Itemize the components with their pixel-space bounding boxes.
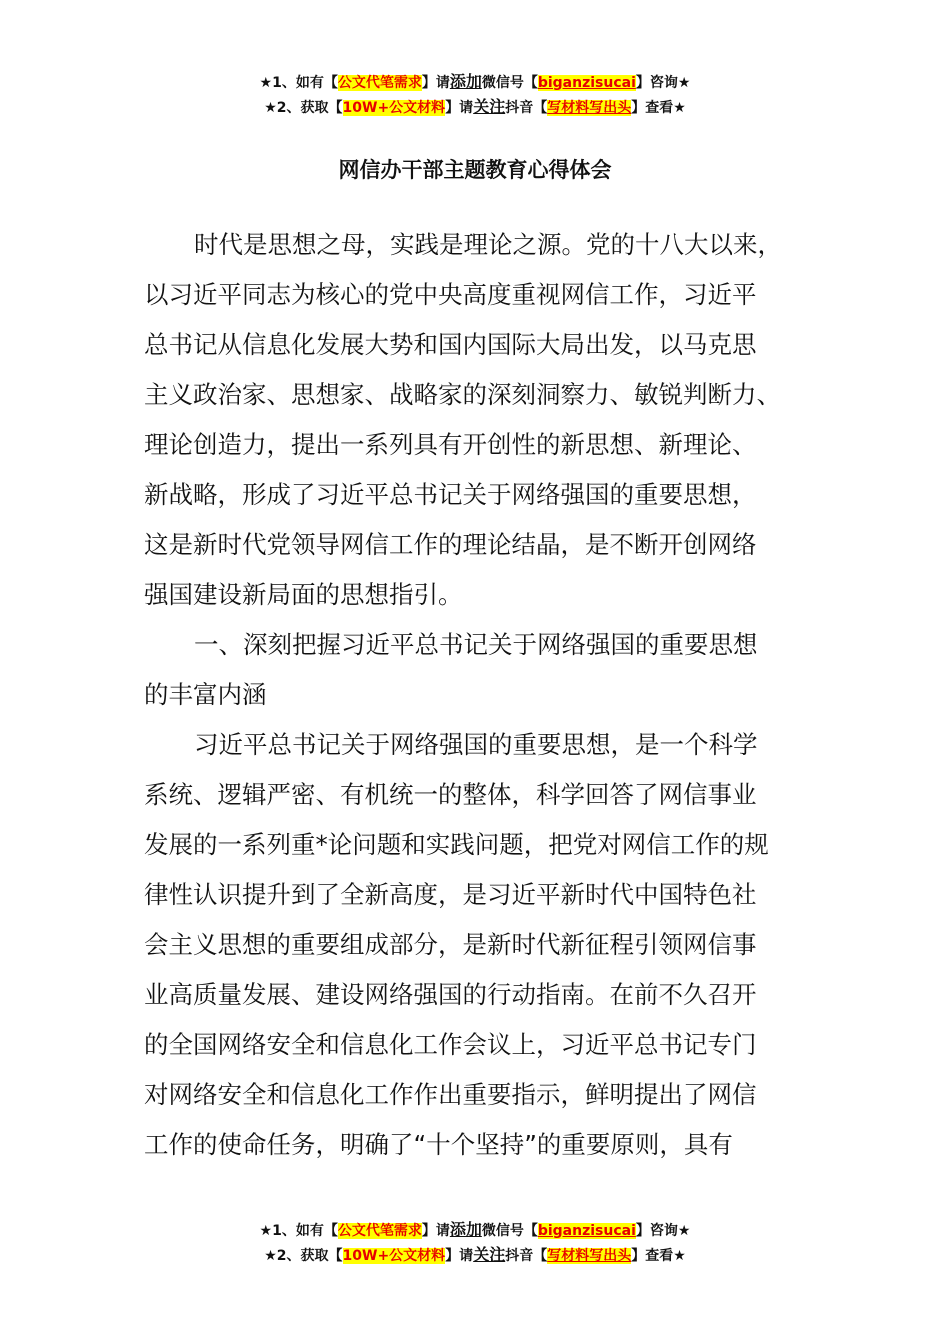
body-line: 系统、逻辑严密、有机统一的整体，科学回答了网信事业: [144, 780, 757, 809]
top-notice-banner: [0, 70, 950, 120]
notice-text: 抖音【: [505, 100, 548, 116]
wechat-id-link[interactable]: biganzisucai: [537, 75, 636, 91]
body-line: 业高质量发展、建设网络强国的行动指南。在前不久召开: [144, 980, 757, 1009]
notice-text: 】请: [421, 75, 450, 91]
document-title: 网信办干部主题教育心得体会: [338, 158, 612, 182]
body-line: 的全国网络安全和信息化工作会议上，习近平总书记专门: [144, 1030, 757, 1059]
notice-emphasis: 关注: [473, 97, 506, 116]
notice-text: 】请: [445, 1248, 474, 1264]
notice-text: ★2、获取【: [264, 100, 343, 116]
notice-line-1: [0, 1218, 950, 1243]
body-line: 对网络安全和信息化工作作出重要指示，鲜明提出了网信: [144, 1080, 757, 1109]
notice-text: 】咨询★: [635, 1223, 691, 1239]
notice-text: 】查看★: [631, 1248, 686, 1264]
section-heading-line: 的丰富内涵: [144, 680, 267, 709]
body-line: 工作的使命任务，明确了“十个坚持”的重要原则，具有: [144, 1130, 733, 1159]
notice-emphasis: 关注: [473, 1245, 506, 1264]
body-line: 发展的一系列重*论问题和实践问题，把党对网信工作的规: [144, 830, 769, 859]
body-line: 律性认识提升到了全新高度，是习近平新时代中国特色社: [144, 880, 757, 909]
highlight-materials: 10W+公文材料: [342, 100, 446, 116]
notice-line-2: [0, 95, 950, 120]
body-line: 主义政治家、思想家、战略家的深刻洞察力、敏锐判断力、: [144, 380, 781, 409]
notice-text: 微信号【: [481, 1223, 538, 1239]
wechat-id-link[interactable]: biganzisucai: [537, 1223, 636, 1239]
body-line: 这是新时代党领导网信工作的理论结晶，是不断开创网络: [144, 530, 757, 559]
body-line: 习近平总书记关于网络强国的重要思想，是一个科学: [194, 730, 758, 759]
body-line: 时代是思想之母，实践是理论之源。党的十八大以来，: [194, 230, 782, 259]
notice-line-2: [0, 1243, 950, 1268]
notice-text: 】请: [445, 100, 474, 116]
body-line: 新战略，形成了习近平总书记关于网络强国的重要思想，: [144, 480, 757, 509]
notice-line-1: [0, 70, 950, 95]
highlight-materials: 10W+公文材料: [342, 1248, 446, 1264]
highlight-service: 公文代笔需求: [337, 1223, 422, 1239]
notice-text: 】查看★: [631, 100, 686, 116]
document-body: [144, 220, 806, 1170]
body-line: 以习近平同志为核心的党中央高度重视网信工作，习近平: [144, 280, 757, 309]
section-heading-line: 一、深刻把握习近平总书记关于网络强国的重要思想: [194, 630, 758, 659]
notice-text: ★2、获取【: [264, 1248, 343, 1264]
body-line: 总书记从信息化发展大势和国内国际大局出发，以马克思: [144, 330, 757, 359]
notice-text: 】咨询★: [635, 75, 691, 91]
notice-text: 抖音【: [505, 1248, 548, 1264]
body-line: 强国建设新局面的思想指引。: [144, 580, 463, 609]
notice-text: ★1、如有【: [259, 1223, 338, 1239]
douyin-account-link[interactable]: 写材料写出头: [547, 1248, 632, 1264]
notice-text: 】请: [421, 1223, 450, 1239]
highlight-service: 公文代笔需求: [337, 75, 422, 91]
notice-text: 微信号【: [481, 75, 538, 91]
body-line: 会主义思想的重要组成部分，是新时代新征程引领网信事: [144, 930, 757, 959]
notice-emphasis: 添加: [449, 1220, 482, 1239]
douyin-account-link[interactable]: 写材料写出头: [547, 100, 632, 116]
bottom-notice-banner: [0, 1218, 950, 1268]
notice-emphasis: 添加: [449, 72, 482, 91]
body-line: 理论创造力，提出一系列具有开创性的新思想、新理论、: [144, 430, 757, 459]
notice-text: ★1、如有【: [259, 75, 338, 91]
